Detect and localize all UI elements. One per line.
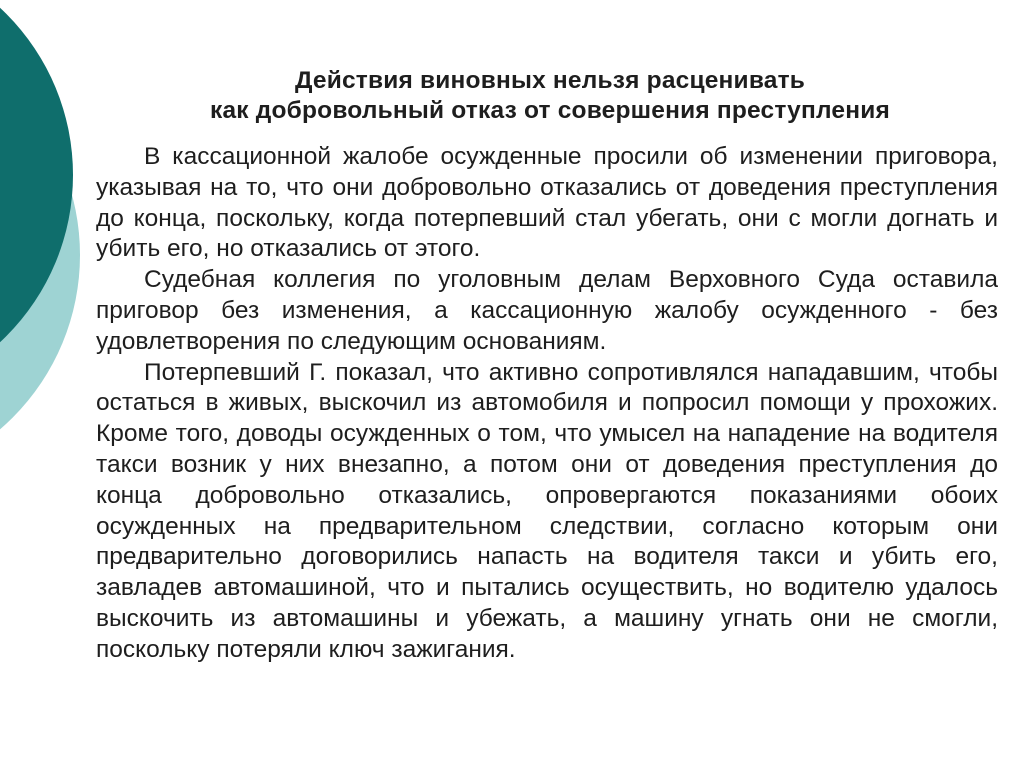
paragraph-appeal: В кассационной жалобе осужденные просили об изменении приговора, указывая на то, что они добровольно отказались от доведения преступления до конца, поскольку, когда потерпевший стал убегать, они с могли догнать и убить его, но отказались от этого. <box>96 143 998 263</box>
title-line-2: как добровольный отказ от совершения преступления <box>209 97 890 124</box>
dark-teal-circle <box>0 0 73 403</box>
paragraph-collegium-decision: Судебная коллегия по уголовным делам Верховного Суда оставила приговор без изменения, а кассационную жалобу осужденного - без удовлетворения по следующим основаниям. <box>96 266 998 355</box>
paragraph-grounds: Потерпевший Г. показал, что активно сопротивлялся нападавшим, чтобы остаться в живых, выскочил из автомобиля и попросил помощи у прохожих. Кроме того, доводы осужденных о том, что умысел на нападение на водителя такси возник у них внезапно, а потом они от доведения преступления до конца добровольно отказались, опровергаются показаниями обоих осужденных на предварительном следствии, согласно которым они предварительно договорились напасть на водителя такси и убить его, завладев автомашиной, что и пытались осуществить, но водителю удалось выскочить из автомашины и убежать, а машину угнать они не смогли, поскольку потеряли ключ зажигания. <box>96 358 998 663</box>
slide-body <box>96 142 998 666</box>
title-line-1: Действия виновных нельзя расценивать <box>294 67 806 94</box>
light-teal-circle <box>0 25 80 485</box>
slide-title <box>100 66 1000 126</box>
